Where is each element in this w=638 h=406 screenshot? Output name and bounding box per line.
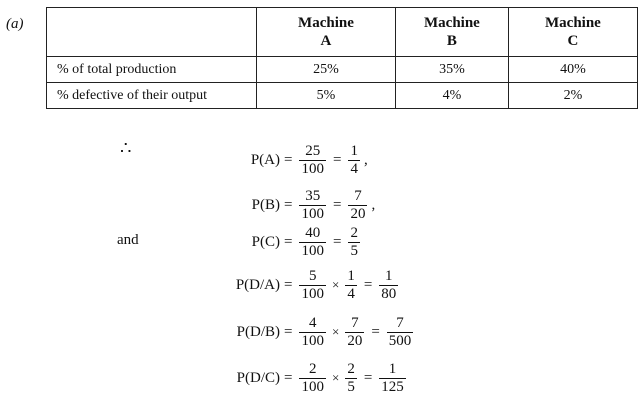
- fraction: [387, 315, 414, 350]
- header-line: A: [320, 33, 332, 49]
- header-line: Machine: [545, 15, 601, 31]
- fraction: [348, 188, 367, 223]
- denominator: 20: [350, 205, 366, 222]
- fraction: [299, 361, 326, 396]
- therefore-symbol: ∴: [120, 138, 132, 158]
- equals-sign: =: [284, 233, 293, 250]
- equals-sign: =: [284, 196, 293, 213]
- equation-lhs: P(D/C): [236, 369, 280, 386]
- times-sign: ×: [331, 324, 340, 339]
- table-cell: 40%: [508, 57, 637, 83]
- table-row: [47, 83, 638, 109]
- numerator: 1: [350, 142, 358, 159]
- equals-sign: =: [371, 323, 380, 340]
- equals-sign: =: [363, 276, 373, 293]
- fraction: [299, 315, 326, 350]
- denominator: 5: [347, 378, 355, 395]
- denominator: 100: [301, 160, 324, 177]
- fraction: [379, 268, 398, 303]
- table-header-row: [47, 8, 638, 57]
- comma: ,: [363, 151, 368, 168]
- times-sign: ×: [331, 370, 340, 385]
- table-header-cell: [508, 8, 637, 57]
- table-cell: 2%: [508, 83, 637, 109]
- numerator: 5: [308, 267, 317, 284]
- table-cell: 35%: [395, 57, 508, 83]
- equation-p-b: [196, 185, 375, 225]
- production-table: [46, 7, 638, 109]
- equals-sign: =: [284, 276, 293, 293]
- numerator: 7: [354, 187, 362, 204]
- denominator: 100: [301, 332, 324, 349]
- header-line: B: [446, 33, 457, 49]
- row-label: % of total production: [47, 57, 257, 83]
- numerator: 2: [308, 360, 317, 377]
- denominator: 100: [301, 378, 324, 395]
- equals-sign: =: [284, 369, 293, 386]
- part-label: (a): [6, 16, 24, 32]
- numerator: 1: [385, 267, 393, 284]
- fraction: [348, 225, 360, 260]
- fraction: [345, 361, 357, 396]
- denominator: 5: [350, 242, 358, 259]
- denominator: 100: [301, 285, 324, 302]
- fraction: [299, 225, 326, 260]
- and-word: and: [117, 232, 139, 248]
- fraction: [299, 268, 326, 303]
- table-cell: 25%: [256, 57, 395, 83]
- equals-sign: =: [284, 151, 293, 168]
- equation-lhs: P(B): [251, 196, 280, 213]
- equals-sign: =: [284, 323, 293, 340]
- times-sign: ×: [331, 277, 340, 292]
- fraction: [345, 268, 357, 303]
- equation-p-c: [196, 222, 363, 262]
- equals-sign: =: [332, 233, 342, 250]
- equation-p-d-a: [196, 265, 401, 305]
- table-header-cell: [395, 8, 508, 57]
- numerator: 4: [308, 314, 317, 331]
- numerator: 35: [305, 187, 321, 204]
- denominator: 4: [350, 160, 358, 177]
- equation-lhs: P(D/A): [235, 276, 280, 293]
- header-line: Machine: [298, 15, 354, 31]
- fraction: [299, 143, 326, 178]
- header-line: Machine: [424, 15, 480, 31]
- equation-lhs: P(D/B): [236, 323, 280, 340]
- denominator: 500: [388, 332, 412, 349]
- fraction: [299, 188, 326, 223]
- equation-lhs: P(A): [250, 151, 280, 168]
- equation-lhs: P(C): [251, 233, 280, 250]
- equation-p-d-b: [196, 312, 416, 352]
- denominator: 100: [301, 205, 324, 222]
- table-header-cell: [47, 8, 257, 57]
- numerator: 2: [350, 224, 358, 241]
- equation-p-d-c: [196, 358, 409, 398]
- table-cell: 4%: [395, 83, 508, 109]
- denominator: 4: [347, 285, 355, 302]
- equals-sign: =: [332, 196, 342, 213]
- numerator: 7: [396, 314, 404, 331]
- numerator: 2: [347, 360, 355, 377]
- table-header-cell: [256, 8, 395, 57]
- fraction: [379, 361, 406, 396]
- equation-p-a: [196, 140, 368, 180]
- denominator: 20: [347, 332, 363, 349]
- numerator: 25: [305, 142, 321, 159]
- fraction: [345, 315, 364, 350]
- numerator: 7: [351, 314, 359, 331]
- comma: ,: [371, 196, 376, 213]
- row-label: % defective of their output: [47, 83, 257, 109]
- numerator: 1: [388, 360, 397, 377]
- equals-sign: =: [332, 151, 342, 168]
- table-cell: 5%: [256, 83, 395, 109]
- numerator: 40: [305, 224, 321, 241]
- numerator: 1: [347, 267, 355, 284]
- denominator: 125: [381, 378, 404, 395]
- header-line: C: [567, 33, 579, 49]
- table-row: [47, 57, 638, 83]
- denominator: 80: [381, 285, 397, 302]
- fraction: [348, 143, 360, 178]
- equals-sign: =: [363, 369, 373, 386]
- denominator: 100: [301, 242, 324, 259]
